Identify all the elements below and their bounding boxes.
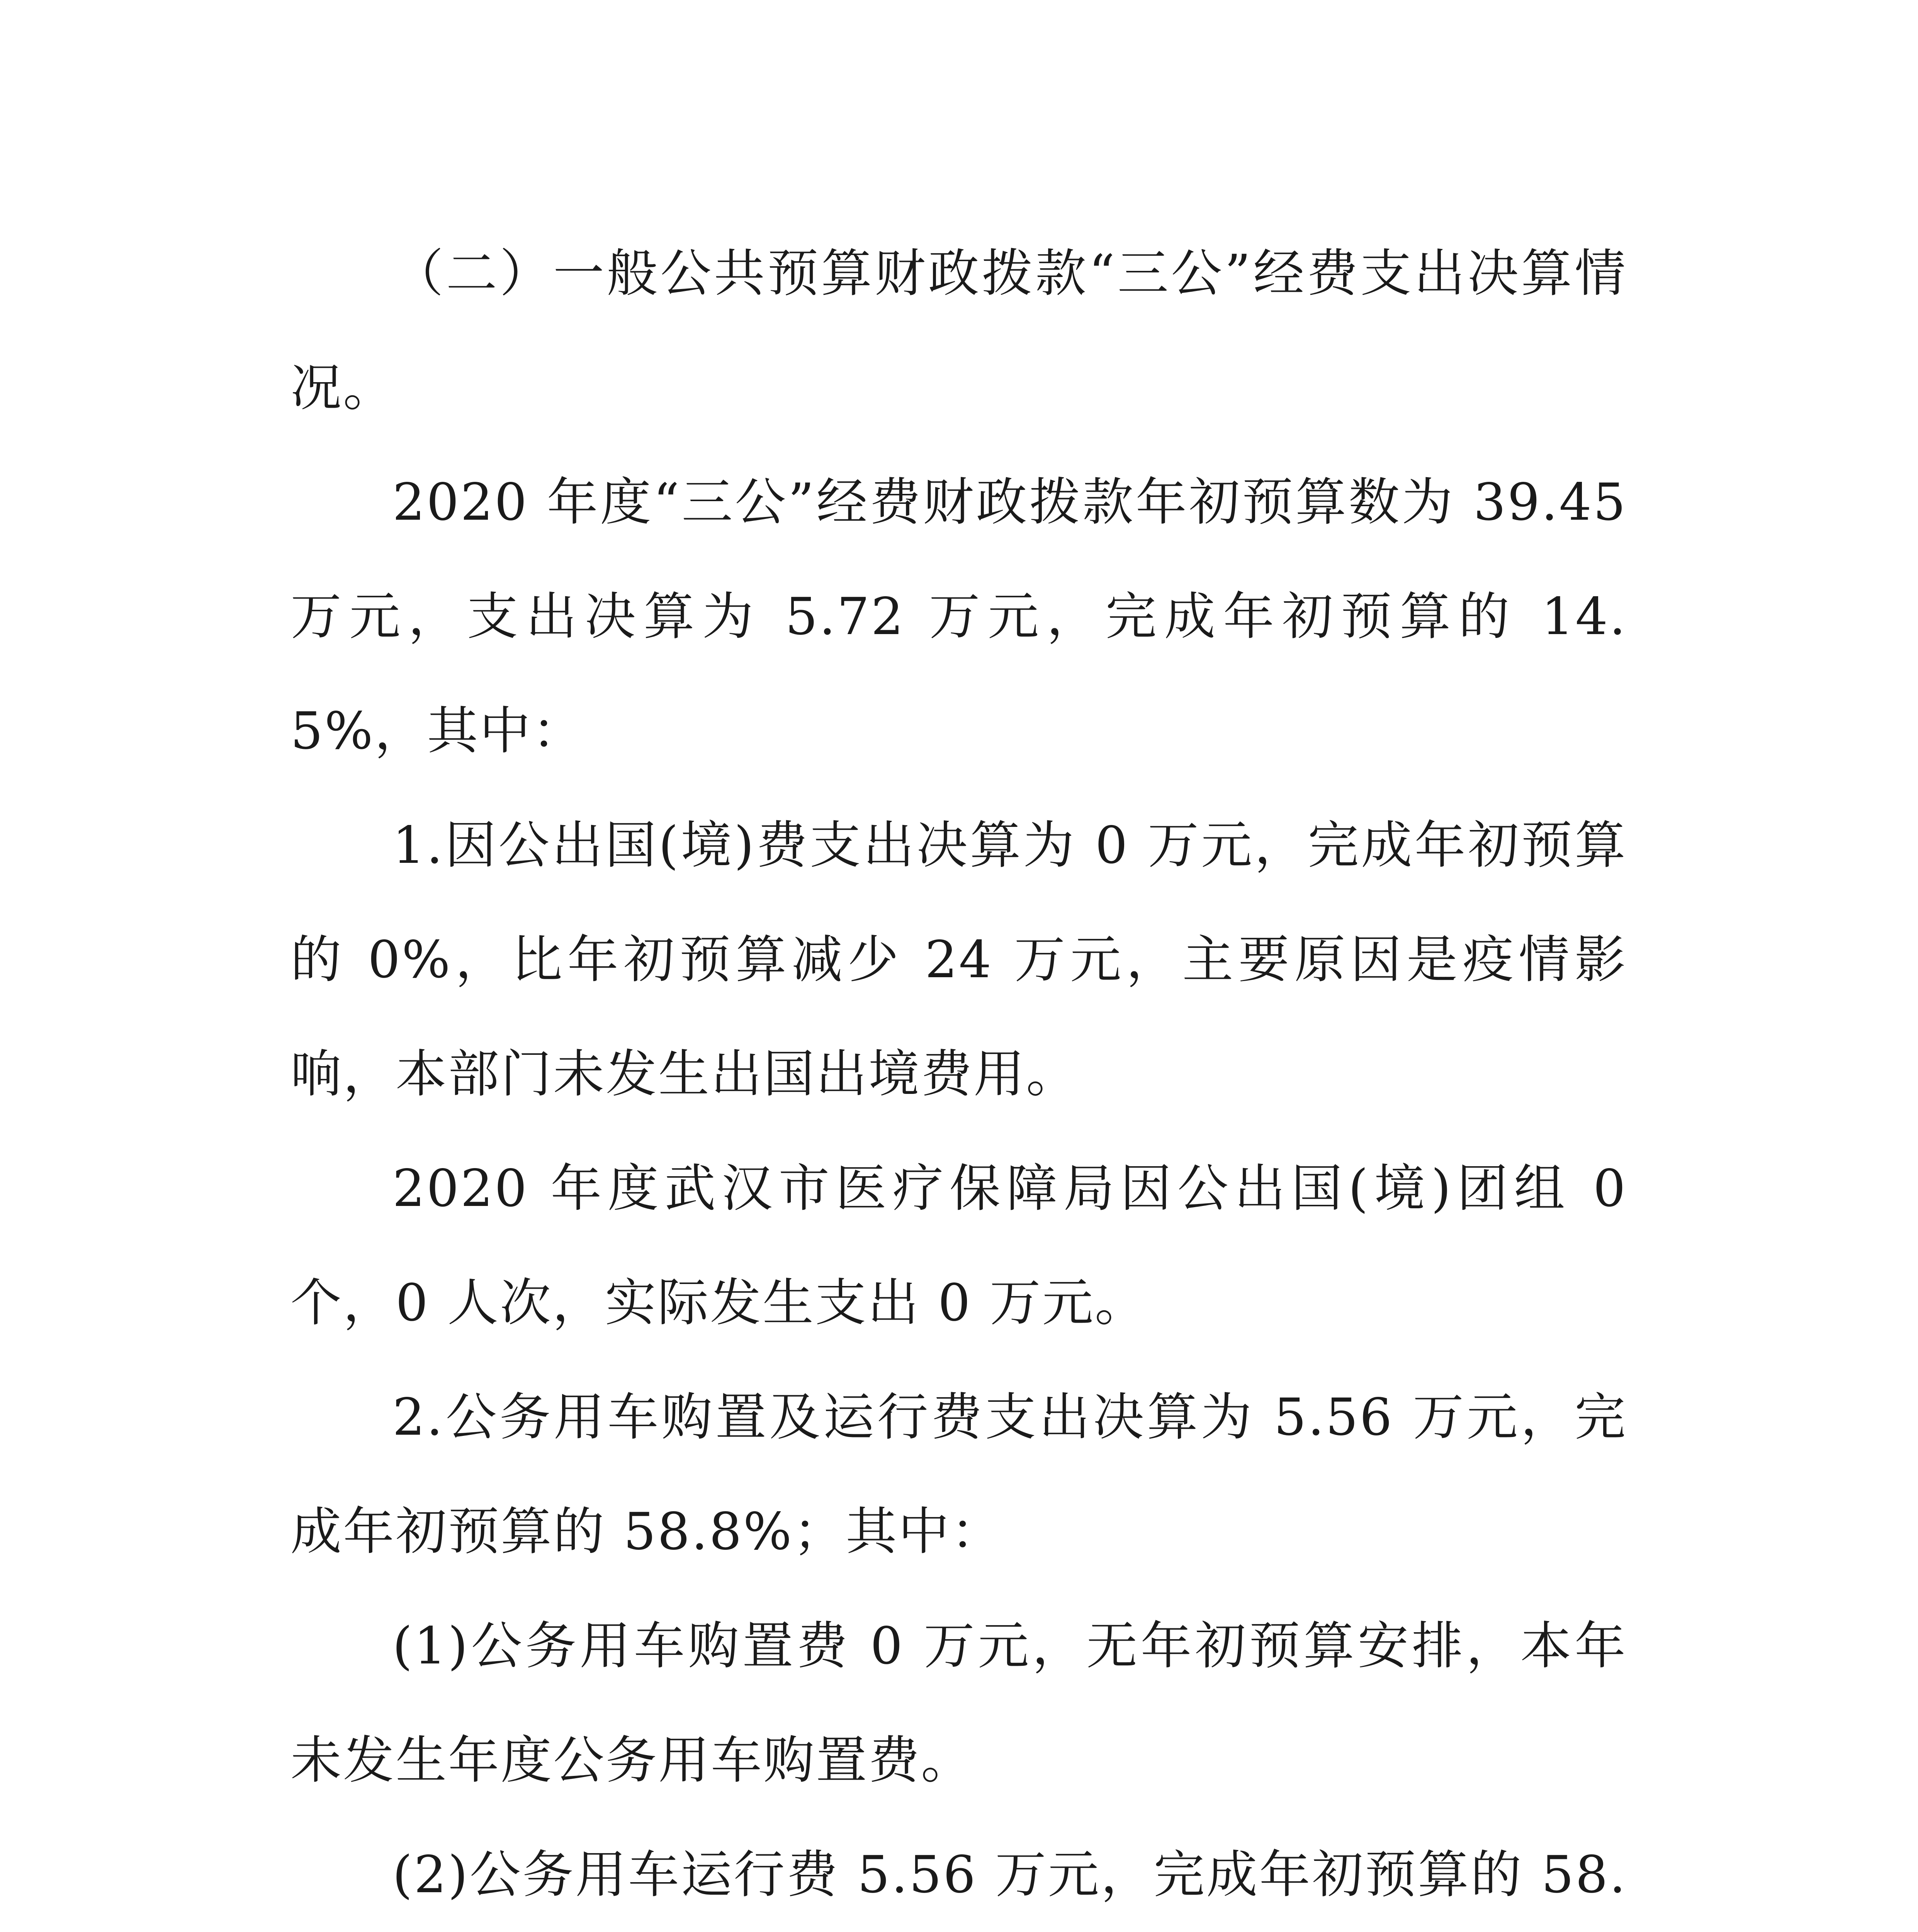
paragraph-vehicle-operation: (2)公务用车运行费 5.56 万元，完成年初预算的 58. (392, 1845, 1627, 1905)
paragraph-vehicle-purchase: (1)公务用车购置费 0 万元，无年初预算安排，本年未发生年度公务用车购置费。 (291, 1616, 1627, 1790)
section-heading: （二）一般公共预算财政拨款“三公”经费支出决算情况。 (291, 244, 1627, 418)
paragraph-total-budget: 2020 年度“三公”经费财政拨款年初预算数为 39.45 万元，支出决算为 5.72 万元，完成年初预算的 14.5%，其中： (291, 473, 1627, 761)
paragraph-overseas-travel: 1.因公出国(境)费支出决算为 0 万元，完成年初预算的 0%，比年初预算减少 24 万元，主要原因是疫情影响，本部门未发生出国出境费用。 (291, 816, 1627, 1104)
paragraph-vehicle-total: 2.公务用车购置及运行费支出决算为 5.56 万元，完成年初预算的 58.8%；其中： (291, 1388, 1627, 1561)
paragraph-overseas-groups: 2020 年度武汉市医疗保障局因公出国(境)团组 0 个，0 人次，实际发生支出 0 万元。 (291, 1159, 1627, 1333)
document-body (291, 216, 1627, 1932)
